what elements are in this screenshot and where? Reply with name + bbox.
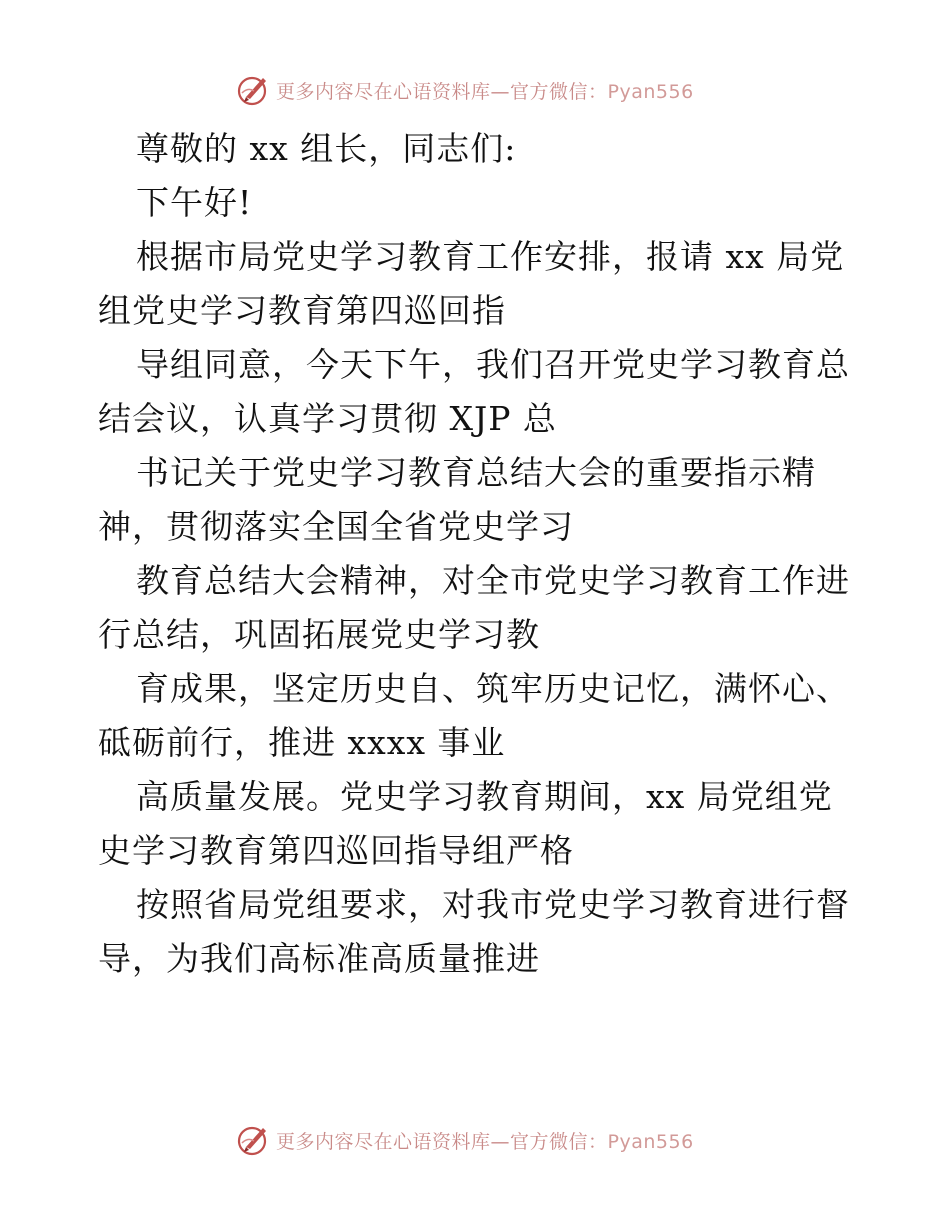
header-watermark xyxy=(236,72,694,108)
document-line: 神，贯彻落实全国全省党史学习 xyxy=(98,507,574,546)
document-line: 根据市局党史学习教育工作安排，报请 xx 局党 xyxy=(136,237,845,276)
document-line: 导，为我们高标准高质量推进 xyxy=(98,939,540,978)
document-line: 育成果，坚定历史自、筑牢历史记忆，满怀心、 xyxy=(136,669,850,708)
document-line: 高质量发展。党史学习教育期间，xx 局党组党 xyxy=(136,777,833,816)
document-line: 导组同意，今天下午，我们召开党史学习教育总 xyxy=(136,345,850,384)
document-line: 史学习教育第四巡回指导组严格 xyxy=(98,831,574,870)
document-line: 按照省局党组要求，对我市党史学习教育进行督 xyxy=(136,885,850,924)
watermark-text: 更多内容尽在心语资料库—官方微信：Pyan556 xyxy=(276,80,694,103)
document-line: 砥砺前行，推进 xxxx 事业 xyxy=(98,723,506,762)
document-line: 结会议，认真学习贯彻 XJP 总 xyxy=(98,399,557,438)
quill-pen-logo-icon xyxy=(236,73,270,107)
document-line: 教育总结大会精神，对全市党史学习教育工作进 xyxy=(136,561,850,600)
footer-watermark xyxy=(236,1122,694,1158)
document-line: 尊敬的 xx 组长，同志们: xyxy=(136,129,517,168)
document-line: 下午好! xyxy=(136,183,253,222)
document-line: 行总结，巩固拓展党史学习教 xyxy=(98,615,540,654)
document-line: 组党史学习教育第四巡回指 xyxy=(98,291,506,330)
quill-pen-logo-icon xyxy=(236,1123,270,1157)
watermark-text: 更多内容尽在心语资料库—官方微信：Pyan556 xyxy=(276,1130,694,1153)
document-line: 书记关于党史学习教育总结大会的重要指示精 xyxy=(136,453,816,492)
document-body xyxy=(98,122,858,986)
